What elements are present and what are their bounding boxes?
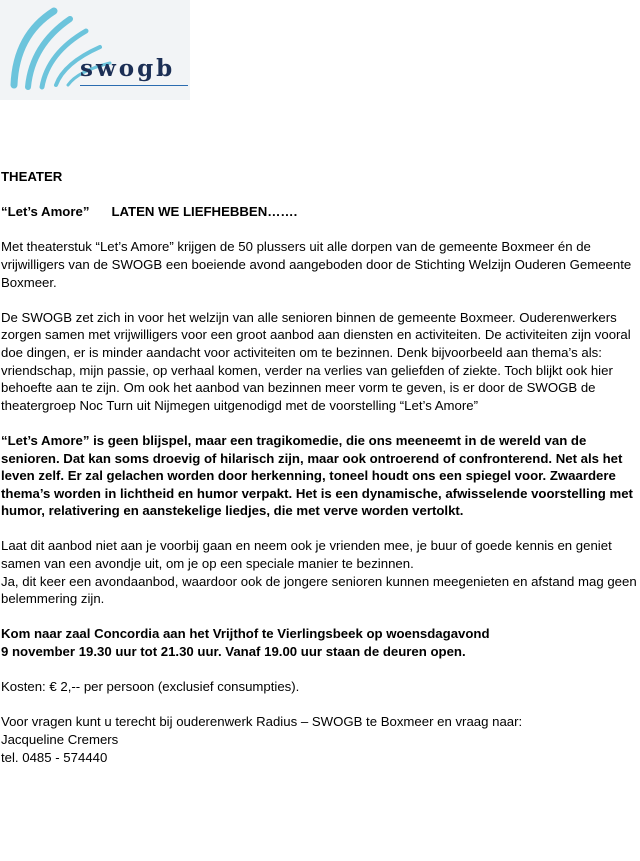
- logo-underline: [80, 85, 188, 86]
- costs-paragraph: Kosten: € 2,-- per persoon (exclusief consumpties).: [1, 679, 300, 695]
- document-body: [1, 168, 637, 784]
- venue-paragraph: [1, 625, 637, 660]
- invitation-line-1: Laat dit aanbod niet aan je voorbij gaan en neem ook je vrienden mee, je buur of goede kennis en geniet samen van een avondje uit, om je op een speciale manier te bezinnen.: [1, 538, 612, 572]
- invitation-paragraph: [1, 537, 637, 607]
- subtitle-show-name: “Let’s Amore”: [1, 204, 90, 220]
- venue-line-1: Kom naar zaal Concordia aan het Vrijthof te Vierlingsbeek op woensdagavond: [1, 626, 490, 642]
- subtitle: [1, 203, 637, 221]
- logo-text: swogb: [80, 55, 176, 82]
- about-swogb-paragraph: De SWOGB zet zich in voor het welzijn van alle senioren binnen de gemeente Boxmeer. Ouderenwerkers zorgen samen met vrijwilligers voor een groot aanbod aan diensten en activiteiten. De activiteiten zijn vooral doe dingen, er is minder aandacht voor activiteiten om te bezinnen. Denk bijvoorbeeld aan thema’s als: vriendschap, mijn passie, op verhaal komen, verder na verlies van geliefden of ziekte. Toch blijkt ook hier behoefte aan te zijn. Om ook het aanbod van bezinnen meer vorm te geven, is er door de SWOGB de theatergroep Noc Turn uit Nijmegen uitgenodigd met de voorstelling “Let’s Amore”: [1, 309, 631, 413]
- page-heading: THEATER: [1, 169, 63, 184]
- contact-paragraph: [1, 713, 637, 766]
- subtitle-tagline: LATEN WE LIEFHEBBEN…….: [111, 204, 298, 220]
- venue-line-2: 9 november 19.30 uur tot 21.30 uur. Vanaf 19.00 uur staan de deuren open.: [1, 644, 466, 660]
- swogb-logo: [0, 0, 190, 100]
- contact-phone: tel. 0485 - 574440: [1, 749, 108, 765]
- contact-name: Jacqueline Cremers: [1, 732, 119, 747]
- contact-line-1: Voor vragen kunt u terecht bij ouderenwerk Radius – SWOGB te Boxmeer en vraag naar:: [1, 714, 523, 730]
- intro-paragraph: Met theaterstuk “Let’s Amore” krijgen de 50 plussers uit alle dorpen van de gemeente Boxmeer én de vrijwilligers van de SWOGB een boeiende avond aangeboden door de Stichting Welzijn Ouderen Gemeente Boxmeer.: [1, 239, 632, 290]
- invitation-line-2: Ja, dit keer een avondaanbod, waardoor ook de jongere senioren kunnen meegenieten en afstand mag geen belemmering zijn.: [1, 573, 637, 607]
- show-description-paragraph: “Let’s Amore” is geen blijspel, maar een tragikomedie, die ons meeneemt in de wereld van de senioren. Dat kan soms droevig of hilarisch zijn, maar ook ontroerend of confronterend. Net als het leven zelf. Er zal gelachen worden door herkenning, toneel houdt ons een spiegel voor. Zwaardere thema’s worden in lichtheid en humor verpakt. Het is een dynamische, afwisselende voorstelling met humor, relativering en aanstekelige liedjes, die met verve worden vertolkt.: [1, 432, 633, 519]
